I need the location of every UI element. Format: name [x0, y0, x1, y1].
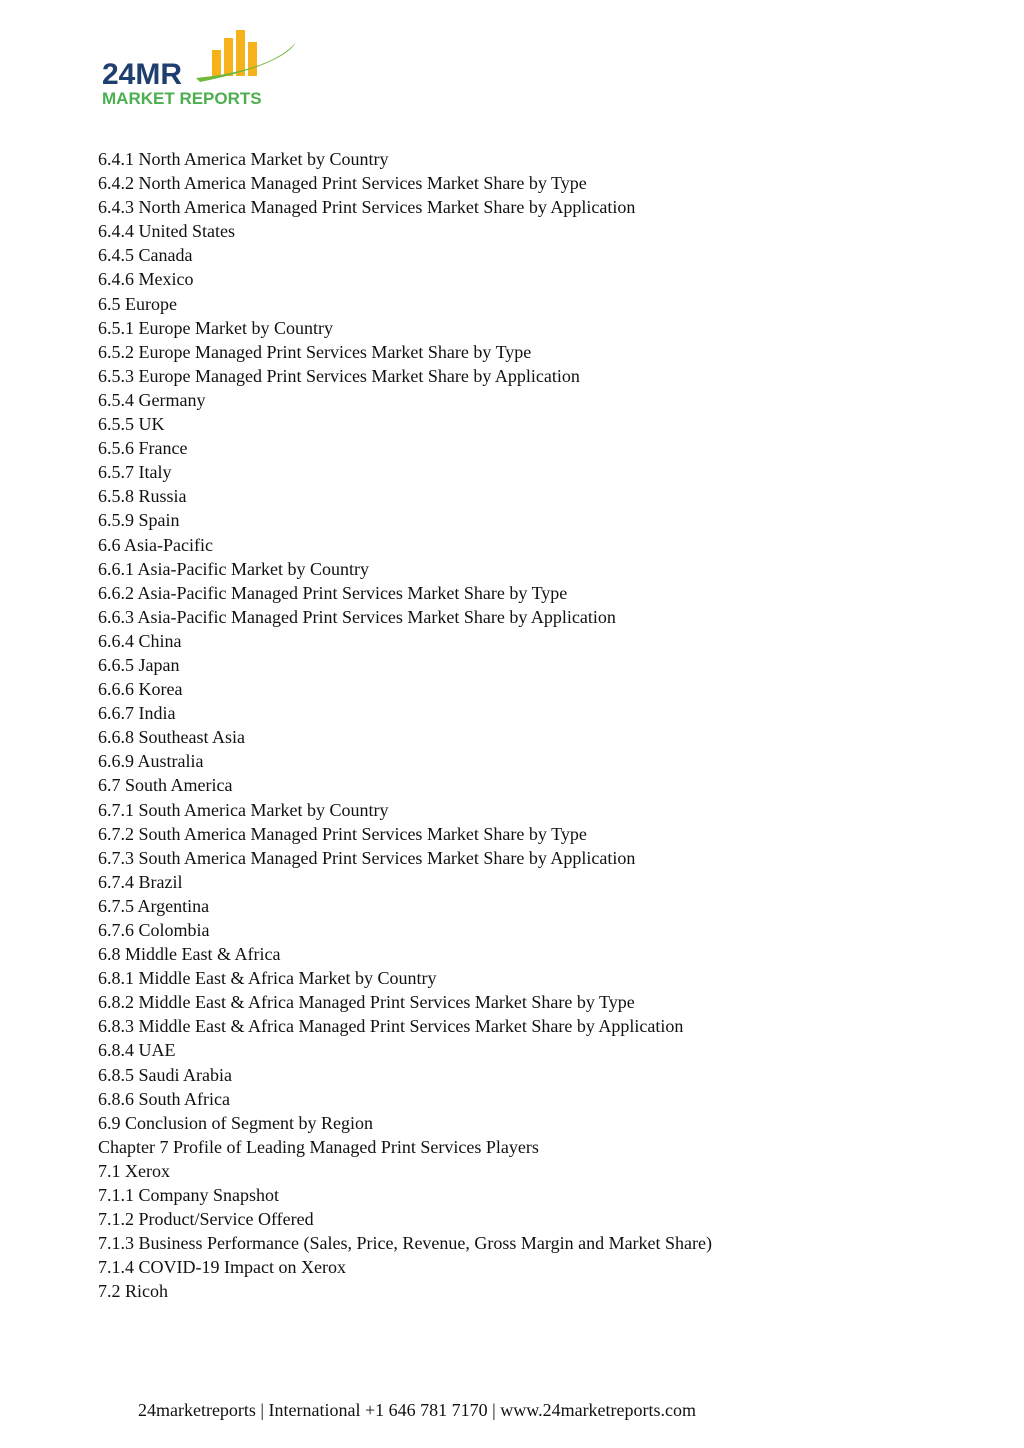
toc-entry: 7.1.2 Product/Service Offered	[98, 1209, 314, 1230]
toc-entry: 6.5 Europe	[98, 293, 177, 314]
toc-entry: 7.1.4 COVID-19 Impact on Xerox	[98, 1257, 346, 1278]
toc-entry: 6.8.5 Saudi Arabia	[98, 1064, 232, 1085]
logo-bar	[248, 42, 257, 76]
logo-bar	[212, 50, 221, 76]
toc-entry: 6.7.1 South America Market by Country	[98, 799, 389, 820]
toc-entry: 6.7.2 South America Managed Print Services Market Share by Type	[98, 823, 587, 844]
toc-entry: 6.4.5 Canada	[98, 245, 193, 266]
toc-entry: 6.5.4 Germany	[98, 389, 206, 410]
toc-entry: 6.5.8 Russia	[98, 486, 187, 507]
toc-entry: 6.5.7 Italy	[98, 462, 172, 483]
toc-entry: 6.8 Middle East & Africa	[98, 944, 281, 965]
toc-entry: 6.6.1 Asia-Pacific Market by Country	[98, 558, 369, 579]
toc-entry: 6.4.2 North America Managed Print Services Market Share by Type	[98, 173, 587, 194]
toc-entry: 6.5.1 Europe Market by Country	[98, 317, 333, 338]
toc-entry: 6.9 Conclusion of Segment by Region	[98, 1112, 373, 1133]
toc-entry: 6.5.5 UK	[98, 414, 165, 435]
toc-entry: 6.8.2 Middle East & Africa Managed Print Services Market Share by Type	[98, 992, 635, 1013]
toc-entry: 6.4.4 United States	[98, 221, 235, 242]
toc-entry: 6.4.1 North America Market by Country	[98, 149, 389, 169]
toc-entry: 6.7.5 Argentina	[98, 895, 210, 916]
company-logo	[100, 28, 310, 110]
toc-entry: 7.1.1 Company Snapshot	[98, 1185, 280, 1206]
toc-entry: 6.5.6 France	[98, 438, 188, 459]
toc-entry: 6.6.2 Asia-Pacific Managed Print Services Market Share by Type	[98, 582, 568, 603]
toc-entry: 6.4.6 Mexico	[98, 269, 194, 290]
table-of-contents	[98, 147, 712, 1304]
logo-line2: MARKET REPORTS	[102, 89, 262, 108]
toc-entry: 6.7 South America	[98, 775, 233, 796]
toc-entry: Chapter 7 Profile of Leading Managed Print Services Players	[98, 1136, 539, 1157]
toc-entry: 6.6.9 Australia	[98, 751, 204, 772]
logo-bar	[236, 30, 245, 76]
toc-entry: 6.4.3 North America Managed Print Services Market Share by Application	[98, 197, 636, 218]
toc-entry: 6.7.6 Colombia	[98, 920, 210, 940]
toc-entry: 6.8.6 South Africa	[98, 1088, 230, 1109]
toc-entry: 6.6.8 Southeast Asia	[98, 727, 245, 748]
toc-entry: 6.6.6 Korea	[98, 679, 183, 700]
toc-entry: 7.1 Xerox	[98, 1160, 170, 1181]
toc-entry: 6.5.3 Europe Managed Print Services Market Share by Application	[98, 365, 580, 386]
toc-entry: 6.7.4 Brazil	[98, 871, 183, 892]
toc-entry: 6.8.1 Middle East & Africa Market by Country	[98, 968, 437, 989]
page-footer	[0, 1400, 1024, 1421]
toc-entry: 6.8.3 Middle East & Africa Managed Print Services Market Share by Application	[98, 1016, 684, 1037]
toc-entry: 6.7.3 South America Managed Print Services Market Share by Application	[98, 847, 636, 868]
logo-line1: 24MR	[102, 58, 183, 91]
toc-entry: 6.6.5 Japan	[98, 654, 180, 675]
logo-bar	[224, 38, 233, 76]
toc-entry: 6.6.7 India	[98, 703, 176, 724]
toc-entry: 7.2 Ricoh	[98, 1281, 168, 1302]
toc-entry: 6.8.4 UAE	[98, 1040, 176, 1061]
toc-entry: 7.1.3 Business Performance (Sales, Price, Revenue, Gross Margin and Market Share)	[98, 1233, 713, 1254]
toc-entry: 6.6.4 China	[98, 630, 182, 651]
toc-entry: 6.6 Asia-Pacific	[98, 534, 213, 555]
toc-entry: 6.6.3 Asia-Pacific Managed Print Services Market Share by Application	[98, 606, 616, 627]
footer-contact-text: 24marketreports | International +1 646 781 7170 | www.24marketreports.com	[137, 1400, 697, 1420]
toc-entry: 6.5.2 Europe Managed Print Services Market Share by Type	[98, 341, 532, 362]
logo-swoosh	[196, 42, 296, 82]
toc-entry: 6.5.9 Spain	[98, 510, 180, 531]
